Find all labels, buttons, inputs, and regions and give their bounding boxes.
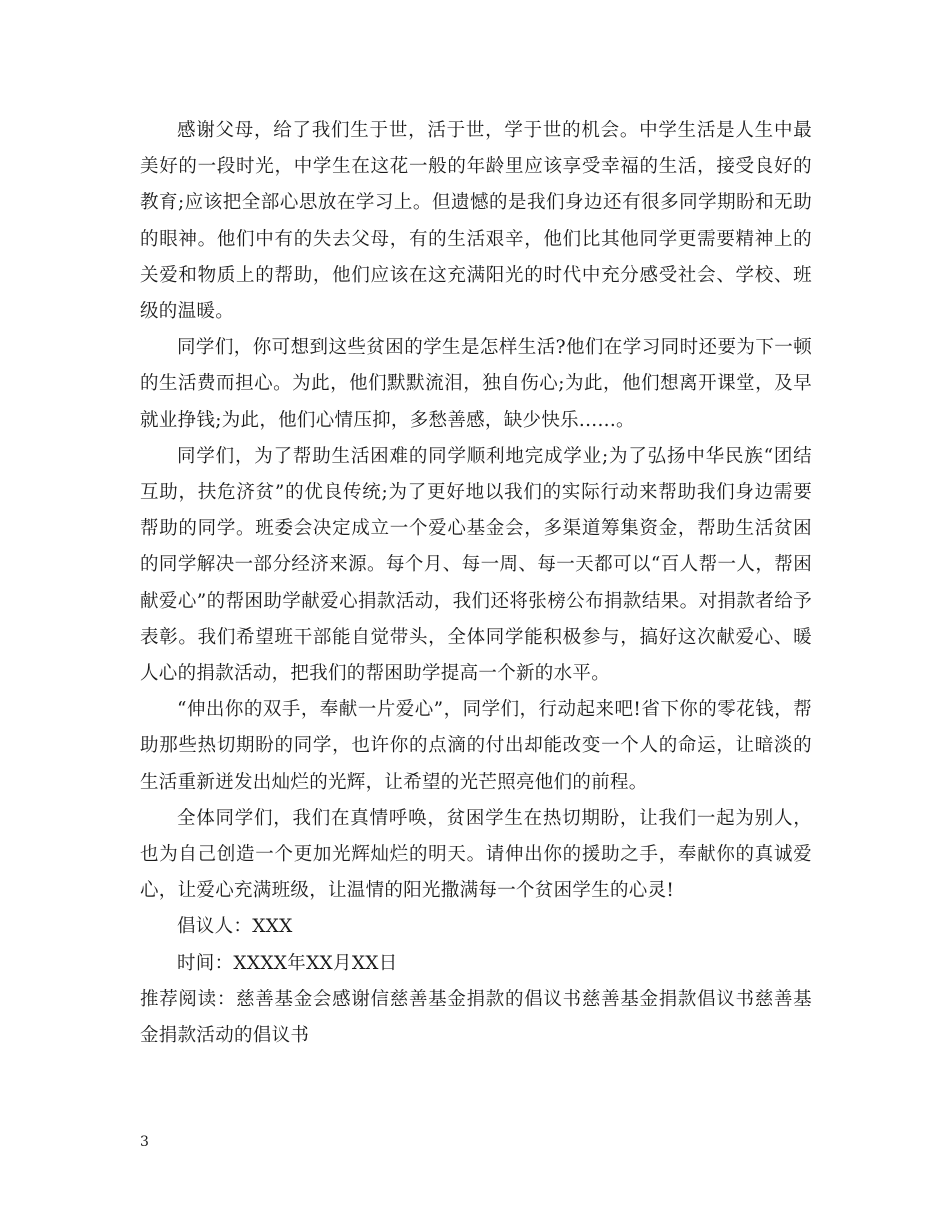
paragraph-call-to-action: “伸出你的双手，奉献一片爱心”，同学们，行动起来吧!省下你的零花钱，帮助那些热切期盼的同学，也许你的点滴的付出却能改变一个人的命运，让暗淡的生活重新迸发出灿烂的光辉，让希望的光芒照亮他们的前程。	[140, 699, 812, 793]
document-body	[140, 113, 812, 1054]
page-number: 3	[140, 1134, 149, 1150]
paragraph-fund: 同学们，为了帮助生活困难的同学顺利地完成学业;为了弘扬中华民族“团结互助，扶危济贫”的优良传统;为了更好地以我们的实际行动来帮助我们身边需要帮助的同学。班委会决定成立一个爱心基金会，多渠道筹集资金，帮助生活贫困的同学解决一部分经济来源。每个月、每一周、每一天都可以“百人帮一人，帮困献爱心”的帮困助学献爱心捐款活动，我们还将张榜公布捐款结果。对捐款者给予表彰。我们希望班干部能自觉带头，全体同学能积极参与，搞好这次献爱心、暖人心的捐款活动，把我们的帮困助学提高一个新的水平。	[140, 445, 812, 685]
paragraph-gratitude: 感谢父母，给了我们生于世，活于世，学于世的机会。中学生活是人生中最美好的一段时光，中学生在这花一般的年龄里应该享受幸福的生活，接受良好的教育;应该把全部心思放在学习上。但遗憾的是我们身边还有很多同学期盼和无助的眼神。他们中有的失去父母，有的生活艰辛，他们比其他同学更需要精神上的关爱和物质上的帮助，他们应该在这充满阳光的时代中充分感受社会、学校、班级的温暖。	[140, 120, 812, 323]
recommended-reading: 推荐阅读：慈善基金会感谢信慈善基金捐款的倡议书慈善基金捐款倡议书慈善基金捐款活动的倡议书	[140, 988, 812, 1047]
signature-date: 时间：XXXX年XX月XX日	[177, 952, 398, 974]
paragraph-hardship: 同学们，你可想到这些贫困的学生是怎样生活?他们在学习同时还要为下一顿的生活费而担心。为此，他们默默流泪，独自伤心;为此，他们想离开课堂，及早就业挣钱;为此，他们心情压抑，多愁善感，缺少快乐......。	[140, 337, 812, 431]
paragraph-closing: 全体同学们，我们在真情呼唤，贫困学生在热切期盼，让我们一起为别人，也为自己创造一个更加光辉灿烂的明天。请伸出你的援助之手，奉献你的真诚爱心，让爱心充满班级，让温情的阳光撒满每一个贫困学生的心灵!	[140, 807, 812, 902]
signature-proposer: 倡议人：XXX	[177, 916, 293, 938]
